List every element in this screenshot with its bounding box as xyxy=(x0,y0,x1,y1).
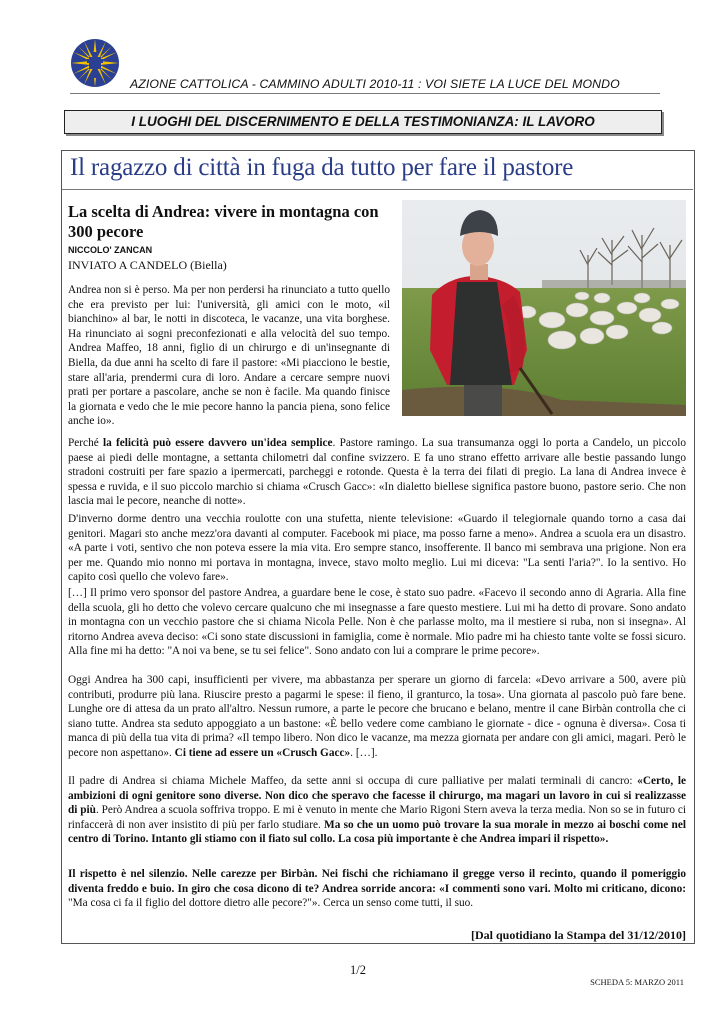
footer-scheda: SCHEDA 5: MARZO 2011 xyxy=(590,977,684,987)
paragraph-1 xyxy=(68,436,686,509)
paragraph-4 xyxy=(68,673,686,761)
article-location: INVIATO A CANDELO (Biella) xyxy=(68,258,227,272)
paragraph-1-bold: la felicità può essere davvero un'idea semplice xyxy=(102,437,333,449)
paragraph-1-text-c: . Pastore ramingo. La sua transumanza oggi lo porta a Candelo, un piccolo paese ai piedi delle montagne, a settanta chilometri dal confine svizzero. E fa uno strano effetto arrivare alle bestie passando lungo stradoni costruiti per fare spazio a ipermercati, parcheggi e rotonde. Questa è la terra dei filati di pregio. La lana di Andrea invece è spessa e ruvida, e il suo piccolo marchio si chiama «Crusch Gacc»: «In dialetto biellese significa pastore buono, pastore serio. Che non lascia mai le pecore, neanche di notte». xyxy=(68,437,686,508)
title-divider xyxy=(62,189,693,190)
paragraph-4-bold: Ci tiene ad essere un «Crusch Gacc» xyxy=(174,746,351,759)
header-title: AZIONE CATTOLICA - CAMMINO ADULTI 2010-11 : VOI SIETE LA LUCE DEL MONDO xyxy=(130,77,620,91)
article-title: Il ragazzo di città in fuga da tutto per fare il pastore xyxy=(70,154,574,181)
lead-paragraph: Andrea non si è perso. Ma per non perdersi ha rinunciato a tutto quello che era previsto per lui: l'università, gli amici con le moto, «il bianchino» al bar, le notti in discoteca, le vacanze, una vita borghese. Ha rinunciato ai sogni preconfezionati e alla velocità del suo tempo. Andrea Maffeo, 18 anni, figlio di un chirurgo e di un'insegnante di Biella, da due anni ha scelto di fare il pastore: «Mi piacciono le bestie, stare all'aria, prendermi cura di loro. Andare a cercare sempre nuovi prati per portare a pascolare, anche se non è facile. Ma quando finisce la giornata e vedo che le mie pecore hanno la pancia piena, sono felice anche io». xyxy=(68,284,390,428)
paragraph-3: […] Il primo vero sponsor del pastore Andrea, a guardare bene le cose, è stato suo padre. «Facevo il secondo anno di Agraria. Alla fine della scuola, gli ho detto che volevo cercare qualcuno che mi insegnasse a fare questo mestiere. Lui mi ha detto di provare. Sono andato in montagna con un vecchio pastore che si chiama Nicola Pelle. Non è che parlasse molto, ma il mestiere si ruba, non si insegna». Al ritorno Andrea aveva deciso: «Ci sono state discussioni in famiglia, come è normale. Mio padre mi ha chiesto tante volte se fossi sicuro. Alla fine mi ha detto: "A noi va bene, se tu sei felice". Sono andato con lui a comprare le prime pecore». xyxy=(68,587,686,658)
paragraph-5-bold-b: Ma so che un uomo può trovare la sua morale in mezzo ai boschi come nel centro di Torino. Intanto gli stiamo con il fiato sul collo. La cosa più importante è che Andrea impari il rispetto». xyxy=(68,818,686,846)
article-source: [Dal quotidiano la Stampa del 31/12/2010] xyxy=(470,928,686,942)
paragraph-5 xyxy=(68,774,686,847)
article-subtitle: La scelta di Andrea: vivere in montagna con 300 pecore xyxy=(68,202,379,241)
paragraph-5-bold-a: «Certo, le ambizioni di ogni genitore sono diverse. Non dico che speravo che facesse il chirurgo, ma magari un lavoro in cui si realizzasse di più xyxy=(68,775,686,817)
paragraph-5-text-a: Il padre di Andrea si chiama Michele Maffeo, da sette anni si occupa di cure palliative per malati terminali di cancro: xyxy=(68,775,638,787)
paragraph-6-bold: Il rispetto è nel silenzio. Nelle carezze per Birbàn. Nei fischi che richiamano il gregge verso il recinto, quando il pomeriggio diventa freddo e buio. In giro che cosa dicono di te? Andrea sorride ancora: «I commenti sono vari. Molto mi criticano, dicono: xyxy=(68,868,686,895)
shepherd-photo xyxy=(402,200,686,416)
section-heading: I LUOGHI DEL DISCERNIMENTO E DELLA TESTIMONIANZA: IL LAVORO xyxy=(64,110,662,134)
page-number: 1/2 xyxy=(350,963,366,977)
paragraph-4-text-c: . […]. xyxy=(350,746,378,759)
paragraph-5-text-c: . Però Andrea a scuola soffriva troppo. E mi è venuto in mente che Mario Rigoni Stern aveva la terza media. Non so se in futuro ci rinfaccerà di non aver insistito di più per farlo studiare. xyxy=(68,804,687,831)
paragraph-2: D'inverno dorme dentro una vecchia roulotte con una stufetta, niente televisione: «Guardo il telegiornale quando torno a casa dai genitori. Magari sto anche mezz'ora davanti al computer. Facebook mi piace, ma posso farne a meno». Andrea a scuola era un disastro. «A parte i voti, sentivo che non poteva essere la mia vita. Ero sempre stanco, insofferente. Il banco mi sembrava una prigione. Non era per me. Quando mio nonno mi portava in montagna, invece, stavo molto meglio. Lui mi diceva: "La senti l'aria?". Io la sentivo. Ho capito così quello che volevo fare». xyxy=(68,513,686,584)
paragraph-1-text-a: Perché xyxy=(68,437,103,449)
azione-cattolica-logo xyxy=(70,38,120,88)
paragraph-6-text: "Ma cosa ci fa il figlio del dottore dietro alle pecore?"». Cerca un senso come tutti, il suo. xyxy=(68,897,474,910)
article-author: NICCOLO' ZANCAN xyxy=(68,245,153,255)
header-divider xyxy=(70,93,660,94)
paragraph-4-text-a: Oggi Andrea ha 300 capi, insufficienti per vivere, ma abbastanza per sperare un giorno di farcela: «Devo arrivare a 500, avere più contributi, produrre più lana. Riuscire presto a pagarmi le spese: il fieno, il granturco, la tosa». Una giornata al pascolo può fare bene. Lunghe ore di attesa da un prato all'altro. Nessun rumore, a parte le pecore che brucano e belano, mentre il cane Birbàn controlla che ci siano tutte. Andrea sta seduto appoggiato a un bastone: «È bello vedere come cambiano le giornate - dice - ognuna è diversa». Cosa ti manca di più della tua vita di prima? «Il tempo libero. Non dico le vacanze, ma mezza giornata per andare con gli amici, magari. Però le pecore non aspettano». xyxy=(68,674,686,759)
paragraph-6 xyxy=(68,867,686,911)
